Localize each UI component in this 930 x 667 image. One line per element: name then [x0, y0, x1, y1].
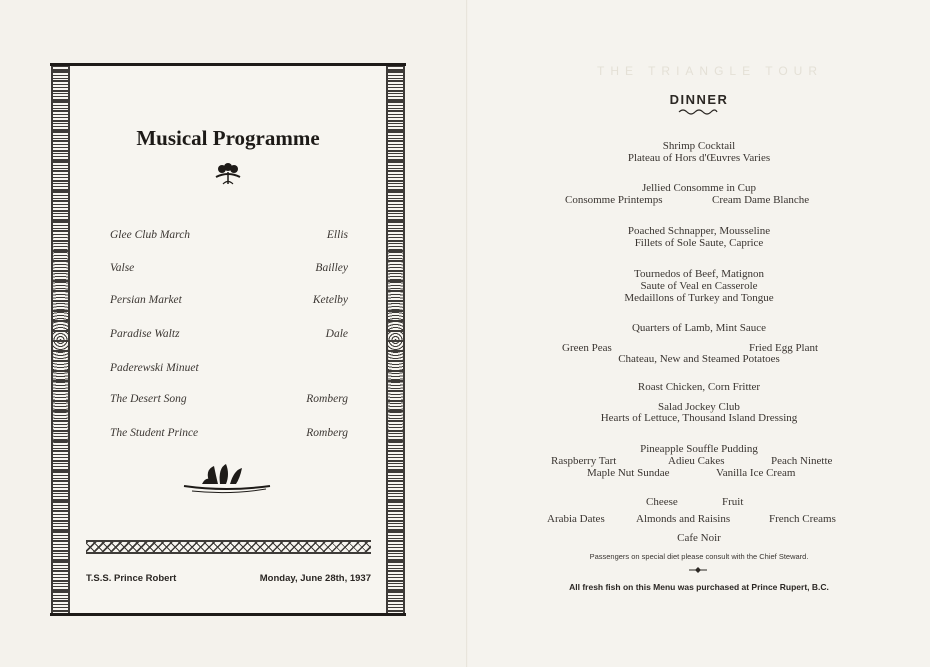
water-lily-ornament-icon: [180, 462, 274, 496]
menu-item: Raspberry Tart: [551, 455, 617, 467]
menu-item: Hearts of Lettuce, Thousand Island Dressing: [600, 412, 798, 424]
menu-item: Peach Ninette: [771, 455, 833, 467]
ship-name: T.S.S. Prince Robert: [86, 573, 177, 584]
composer-name: Dale: [325, 328, 348, 340]
menu-item: Cafe Noir: [677, 532, 721, 544]
menu-item: Fruit: [722, 496, 744, 508]
menu-item: French Creams: [769, 513, 836, 525]
menu-item: Poached Schnapper, Mousseline: [627, 225, 771, 237]
menu-item: Vanilla Ice Cream: [716, 467, 796, 479]
composer-name: Romberg: [306, 393, 348, 405]
ornamental-border-left: [51, 66, 70, 614]
piece-title: Persian Market: [110, 294, 182, 306]
composer-name: Romberg: [306, 427, 348, 439]
menu-item: Fillets of Sole Saute, Caprice: [634, 237, 764, 249]
piece-title: The Student Prince: [110, 427, 199, 439]
composer-name: Ketelby: [312, 294, 348, 306]
decorative-band: [86, 540, 371, 554]
menu-item: Tournedos of Beef, Matignon: [634, 268, 764, 280]
menu-item: Shrimp Cocktail: [662, 140, 736, 152]
piece-title: Paradise Waltz: [110, 328, 180, 340]
menu-item: Cheese: [646, 496, 678, 508]
fish-source-note: All fresh fish on this Menu was purchased at Prince Rupert, B.C.: [569, 582, 829, 592]
piece-title: Paderewski Minuet: [110, 362, 199, 374]
ornamental-border-right: [386, 66, 405, 614]
menu-item: Adieu Cakes: [668, 455, 725, 467]
divider-ornament-icon: [689, 567, 707, 573]
flower-ornament-icon: [214, 162, 242, 186]
menu-item: Chateau, New and Steamed Potatoes: [618, 353, 780, 365]
menu-item: Jellied Consomme in Cup: [642, 182, 756, 194]
menu-item: Fried Egg Plant: [749, 342, 819, 354]
piece-title: Valse: [110, 262, 135, 274]
menu-item: Almonds and Raisins: [636, 513, 731, 525]
show-through-text: THE TRIANGLE TOUR: [596, 64, 824, 78]
menu-item: Maple Nut Sundae: [587, 467, 670, 479]
programme-title: Musical Programme: [136, 126, 320, 150]
menu-title: DINNER: [669, 92, 729, 107]
menu-item: Cream Dame Blanche: [712, 194, 810, 206]
piece-title: Glee Club March: [110, 229, 191, 241]
piece-title: The Desert Song: [110, 393, 187, 405]
frame-top-rule: [50, 63, 406, 66]
menu-item: Plateau of Hors d'Œuvres Varies: [627, 152, 771, 164]
menu-item: Salad Jockey Club: [658, 401, 740, 413]
menu-item: Arabia Dates: [547, 513, 605, 525]
frame-bottom-rule: [50, 613, 406, 616]
menu-item: Roast Chicken, Corn Fritter: [637, 381, 761, 393]
diet-note: Passengers on special diet please consult with the Chief Steward.: [589, 552, 809, 561]
programme-date: Monday, June 28th, 1937: [259, 573, 371, 584]
composer-name: Bailley: [315, 262, 348, 274]
menu-item: Consomme Printemps: [565, 194, 663, 206]
menu-item: Saute of Veal en Casserole: [640, 280, 758, 292]
swirl-ornament-icon: [678, 108, 718, 116]
menu-item: Quarters of Lamb, Mint Sauce: [631, 322, 767, 334]
menu-item: Green Peas: [562, 342, 612, 354]
composer-name: Ellis: [326, 229, 348, 241]
menu-item: Medaillons of Turkey and Tongue: [624, 292, 774, 304]
menu-item: Pineapple Souffle Pudding: [640, 443, 758, 455]
